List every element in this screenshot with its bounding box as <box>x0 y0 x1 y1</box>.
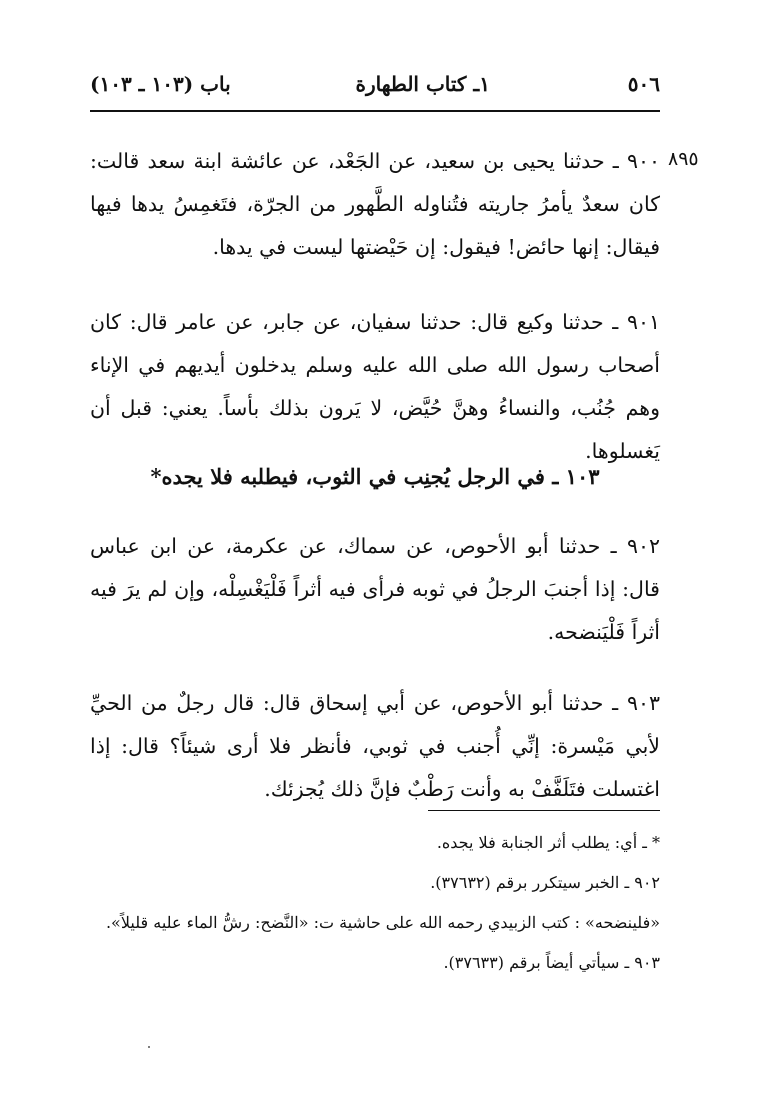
footnote-903: ٩٠٣ ـ سيأتي أيضاً برقم (٣٧٦٣٣). <box>443 953 660 972</box>
header-rule <box>90 110 660 112</box>
print-speck <box>148 1046 150 1048</box>
footnotes <box>90 826 660 980</box>
running-header <box>90 72 660 102</box>
hadith-903: ٩٠٣ ـ حدثنا أبو الأحوص، عن أبي إسحاق قال: قال رجلٌ من الحيِّ لأبي مَيْسرة: إنِّي أُجنب في ثوبي، فأنظر فلا أرى شيئاً؟ قال: إذا اغتسلت فتَلَفَّفْ به وأنت رَطْبٌ فإنَّ ذلك يُجزئك. <box>90 691 660 801</box>
book-title: ١ـ كتاب الطهارة <box>355 72 490 96</box>
footnote-asterisk: * ـ أي: يطلب أثر الجنابة فلا يجده. <box>436 833 660 852</box>
text-block-bottom <box>90 525 660 811</box>
text-block-top <box>90 140 660 473</box>
hadith-902: ٩٠٢ ـ حدثنا أبو الأحوص، عن سماك، عن عكرمة، عن ابن عباس قال: إذا أجنبَ الرجلُ في ثوبه فرأى فيه أثراً فَلْيَغْسِلْه، وإن لم يرَ فيه أثراً فَلْيَنضحه. <box>90 534 660 644</box>
chapter-title: باب (١٠٣ ـ ١٠٣) <box>90 72 231 96</box>
footnote-falyandahhu: «فلينضحه» : كتب الزبيدي رحمه الله على حاشية ت: «النَّضح: رشُّ الماء عليه قليلاً». <box>105 913 660 932</box>
footnote-rule <box>428 810 660 811</box>
footnote-902: ٩٠٢ ـ الخبر سيتكرر برقم (٣٧٦٣٢). <box>430 873 660 892</box>
hadith-900: ٩٠٠ ـ حدثنا يحيى بن سعيد، عن الجَعْد، عن عائشة ابنة سعد قالت: كان سعدٌ يأمرُ جاريته فتُناوله الطَّهور من الجرّة، فتَغمِسُ يدها فيها فيقال: إنها حائض! فيقول: إن حَيْضتها ليست في يدها. <box>90 149 660 259</box>
page-number: ٥٠٦ <box>627 72 660 96</box>
hadith-901: ٩٠١ ـ حدثنا وكيع قال: حدثنا سفيان، عن جابر، عن عامر قال: كان أصحاب رسول الله صلى الله عليه وسلم يدخلون أيديهم في الإناء وهم جُنُب، والنساءُ وهنَّ حُيَّض، لا يَرون بذلك بأساً. يعني: قبل أن يَغسلوها. <box>90 310 660 463</box>
margin-number: ٨٩٥ <box>668 148 699 170</box>
section-heading: ١٠٣ ـ في الرجل يُجنِب في الثوب، فيطلبه فلا يجده* <box>150 464 600 489</box>
